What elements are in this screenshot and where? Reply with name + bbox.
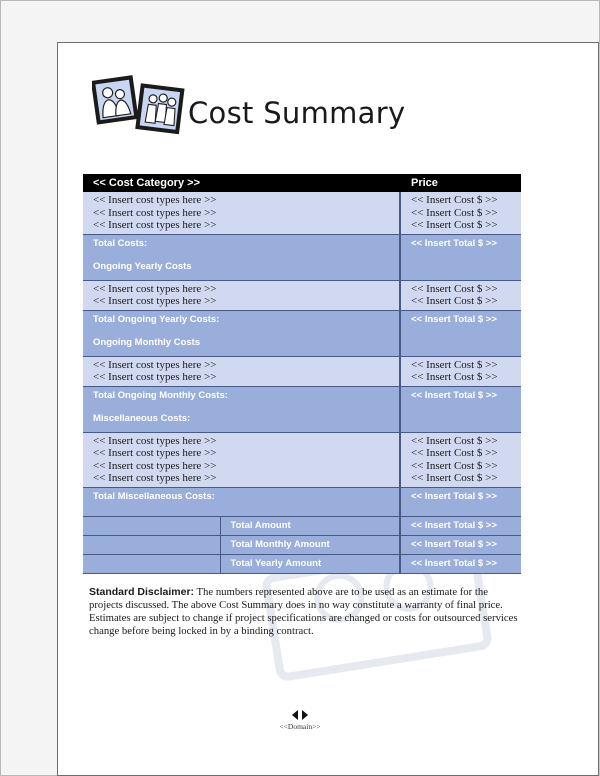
section-total-label: Total Miscellaneous Costs: <box>93 490 215 502</box>
section-total-value: << Insert Total $ >> <box>411 389 497 401</box>
cost-type-item: << Insert cost types here >> <box>93 371 217 383</box>
amount-value: << Insert Total $ >> <box>411 538 497 550</box>
disclaimer-label: Standard Disclaimer: <box>89 586 195 598</box>
cost-table <box>83 174 521 574</box>
section-total-value: << Insert Total $ >> <box>411 490 497 502</box>
amount-value: << Insert Total $ >> <box>411 557 497 569</box>
section-total-label: Total Ongoing Monthly Costs: <box>93 389 228 401</box>
nav-arrows-icon <box>291 709 309 721</box>
people-logo-icon <box>92 72 188 138</box>
amount-label: Total Amount <box>230 519 291 531</box>
item-rows <box>83 356 521 386</box>
cost-price-item: << Insert Cost $ >> <box>411 371 498 383</box>
amount-value: << Insert Total $ >> <box>411 519 497 531</box>
cost-type-item: << Insert cost types here >> <box>93 295 217 307</box>
cost-type-item: << Insert cost types here >> <box>93 358 217 371</box>
amount-rows <box>83 516 521 573</box>
section-total-value: << Insert Total $ >> <box>411 237 497 249</box>
cost-price-item: << Insert Cost $ >> <box>411 459 498 472</box>
table-header-row <box>83 174 521 192</box>
cost-price-item: << Insert Cost $ >> <box>411 295 498 307</box>
cost-type-item: << Insert cost types here >> <box>93 206 217 219</box>
item-rows <box>83 192 521 234</box>
disclaimer-text: The numbers represented above are to be used as an estimate for the projects discussed. The above Cost Summary does in no way constitute a warranty of final price. Estimates are subject to change if project specifications are changed or costs for outsourced services change before being locked in by a binding contract. <box>89 586 518 637</box>
section-heading: Ongoing Monthly Costs <box>93 336 201 348</box>
amount-row <box>83 535 521 554</box>
cost-sections <box>83 192 521 516</box>
header-price: Price <box>400 174 521 192</box>
section-heading: Miscellaneous Costs: <box>93 412 191 424</box>
cost-price-item: << Insert Cost $ >> <box>411 219 498 231</box>
cost-type-item: << Insert cost types here >> <box>93 434 217 447</box>
section-total-value: << Insert Total $ >> <box>411 313 497 325</box>
cost-price-item: << Insert Cost $ >> <box>411 472 498 484</box>
section-total-row <box>83 487 521 516</box>
cost-price-item: << Insert Cost $ >> <box>411 282 498 295</box>
cost-price-item: << Insert Cost $ >> <box>411 434 498 447</box>
cost-price-item: << Insert Cost $ >> <box>411 447 498 459</box>
disclaimer <box>89 586 519 638</box>
section-total-row <box>83 310 521 356</box>
section-total-label: Total Costs: <box>93 237 148 249</box>
section-total-row <box>83 386 521 432</box>
item-rows <box>83 280 521 310</box>
cost-type-item: << Insert cost types here >> <box>93 447 217 459</box>
item-rows <box>83 432 521 487</box>
cost-type-item: << Insert cost types here >> <box>93 472 217 484</box>
section-total-label: Total Ongoing Yearly Costs: <box>93 313 220 325</box>
footer-domain: <<Domain>> <box>279 722 321 731</box>
amount-row <box>83 516 521 535</box>
cost-type-item: << Insert cost types here >> <box>93 282 217 295</box>
page-title: Cost Summary <box>188 96 406 130</box>
amount-label: Total Monthly Amount <box>230 538 330 550</box>
cost-type-item: << Insert cost types here >> <box>93 219 217 231</box>
section-heading: Ongoing Yearly Costs <box>93 260 192 272</box>
cost-price-item: << Insert Cost $ >> <box>411 206 498 219</box>
header-category: << Cost Category >> <box>83 174 400 192</box>
cost-price-item: << Insert Cost $ >> <box>411 358 498 371</box>
amount-row <box>83 554 521 573</box>
cost-type-item: << Insert cost types here >> <box>93 459 217 472</box>
amount-label: Total Yearly Amount <box>230 557 322 569</box>
cost-price-item: << Insert Cost $ >> <box>411 194 498 206</box>
section-total-row <box>83 234 521 280</box>
cost-type-item: << Insert cost types here >> <box>93 194 217 206</box>
